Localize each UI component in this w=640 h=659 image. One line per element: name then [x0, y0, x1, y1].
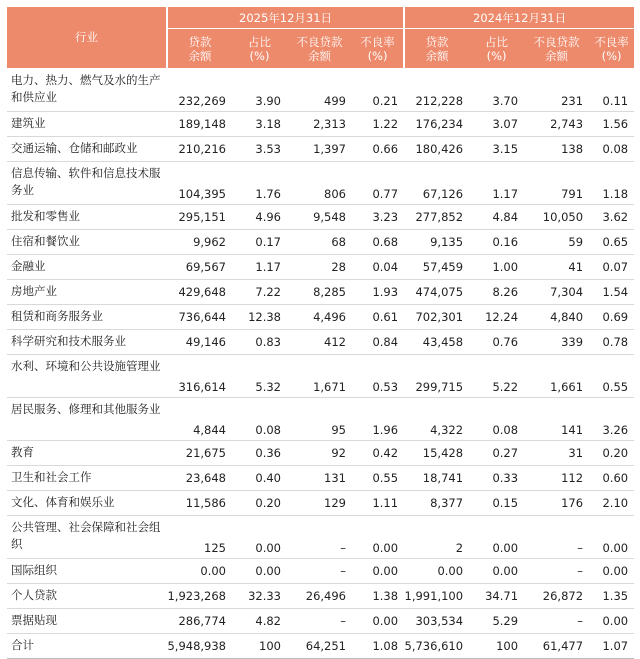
value-cell: 0.00 [352, 558, 404, 583]
value-cell: – [287, 608, 352, 633]
value-cell: 0.08 [589, 136, 634, 161]
period-2025-header: 2025年12月31日 [167, 7, 404, 29]
industry-name: 信息传输、软件和信息技术服务业 [7, 161, 167, 204]
value-cell: 0.40 [232, 465, 287, 490]
value-cell: 0.53 [352, 354, 404, 397]
industry-name: 建筑业 [7, 111, 167, 136]
value-cell: 474,075 [404, 279, 469, 304]
value-cell: 4,322 [404, 397, 469, 440]
industry-name: 卫生和社会工作 [7, 465, 167, 490]
value-cell: 23,648 [167, 465, 232, 490]
value-cell: 138 [524, 136, 589, 161]
value-cell: – [287, 515, 352, 558]
value-cell: 0.00 [589, 558, 634, 583]
value-cell: 68 [287, 229, 352, 254]
industry-name: 住宿和餐饮业 [7, 229, 167, 254]
value-cell: 0.61 [352, 304, 404, 329]
value-cell: 0.00 [167, 558, 232, 583]
value-cell: 232,269 [167, 68, 232, 111]
value-cell: 0.00 [404, 558, 469, 583]
value-cell: 0.00 [352, 515, 404, 558]
value-cell: 4.82 [232, 608, 287, 633]
value-cell: 0.00 [352, 608, 404, 633]
value-cell: – [524, 608, 589, 633]
industry-name: 票据贴现 [7, 608, 167, 633]
value-cell: 64,251 [287, 633, 352, 658]
value-cell: – [524, 558, 589, 583]
value-cell: 2 [404, 515, 469, 558]
column-header-line2: (%) [486, 48, 507, 63]
value-cell: 2,743 [524, 111, 589, 136]
value-cell: 8,285 [287, 279, 352, 304]
value-cell: 1.56 [589, 111, 634, 136]
table-body [7, 68, 634, 658]
value-cell: – [524, 515, 589, 558]
value-cell: 7,304 [524, 279, 589, 304]
value-cell: 3.26 [589, 397, 634, 440]
value-cell: 112 [524, 465, 589, 490]
table-row [7, 397, 634, 440]
value-cell: 0.20 [232, 490, 287, 515]
value-cell: 1.17 [232, 254, 287, 279]
value-cell: 0.76 [469, 329, 524, 354]
column-header-line1: 占比 [248, 34, 271, 49]
column-header [524, 29, 589, 69]
column-header-line1: 贷款 [188, 34, 212, 49]
value-cell: 32.33 [232, 583, 287, 608]
value-cell: 9,962 [167, 229, 232, 254]
value-cell: 15,428 [404, 440, 469, 465]
table-row [7, 161, 634, 204]
table-row [7, 583, 634, 608]
value-cell: 100 [232, 633, 287, 658]
value-cell: 1,991,100 [404, 583, 469, 608]
value-cell: 4,844 [167, 397, 232, 440]
value-cell: 18,741 [404, 465, 469, 490]
value-cell: 7.22 [232, 279, 287, 304]
column-header-line2: 余额 [545, 48, 569, 63]
value-cell: 1.07 [589, 633, 634, 658]
value-cell: 5,736,610 [404, 633, 469, 658]
value-cell: 0.78 [589, 329, 634, 354]
column-header-line2: (%) [367, 48, 388, 63]
value-cell: 0.65 [589, 229, 634, 254]
value-cell: 57,459 [404, 254, 469, 279]
value-cell: 49,146 [167, 329, 232, 354]
value-cell: 43,458 [404, 329, 469, 354]
industry-name: 租赁和商务服务业 [7, 304, 167, 329]
value-cell: 2.10 [589, 490, 634, 515]
table-row [7, 136, 634, 161]
value-cell: 26,496 [287, 583, 352, 608]
value-cell: 1.93 [352, 279, 404, 304]
table-row [7, 633, 634, 658]
column-header-line1: 贷款 [425, 34, 449, 49]
value-cell: 2,313 [287, 111, 352, 136]
column-header [287, 29, 352, 69]
value-cell: 5.22 [469, 354, 524, 397]
industry-name: 文化、体育和娱乐业 [7, 490, 167, 515]
value-cell: 59 [524, 229, 589, 254]
value-cell: 286,774 [167, 608, 232, 633]
industry-name: 居民服务、修理和其他服务业 [7, 397, 167, 440]
value-cell: 0.00 [469, 558, 524, 583]
value-cell: 0.17 [232, 229, 287, 254]
value-cell: 702,301 [404, 304, 469, 329]
value-cell: 4,840 [524, 304, 589, 329]
table-row [7, 465, 634, 490]
column-header [589, 29, 634, 69]
value-cell: 0.00 [589, 515, 634, 558]
value-cell: 34.71 [469, 583, 524, 608]
table-row [7, 558, 634, 583]
value-cell: 8,377 [404, 490, 469, 515]
value-cell: 0.68 [352, 229, 404, 254]
value-cell: 3.90 [232, 68, 287, 111]
value-cell: 12.24 [469, 304, 524, 329]
table-row [7, 515, 634, 558]
value-cell: 791 [524, 161, 589, 204]
value-cell: 0.16 [469, 229, 524, 254]
value-cell: 5.32 [232, 354, 287, 397]
value-cell: 0.07 [589, 254, 634, 279]
value-cell: 0.04 [352, 254, 404, 279]
value-cell: 3.62 [589, 204, 634, 229]
period-2024-header: 2024年12月31日 [404, 7, 634, 29]
value-cell: 231 [524, 68, 589, 111]
table-row [7, 279, 634, 304]
column-header-line2: (%) [601, 48, 622, 63]
value-cell: 0.00 [232, 558, 287, 583]
value-cell: 0.66 [352, 136, 404, 161]
value-cell: 1.00 [469, 254, 524, 279]
value-cell: 189,148 [167, 111, 232, 136]
value-cell: 129 [287, 490, 352, 515]
value-cell: 0.77 [352, 161, 404, 204]
industry-name: 水利、环境和公共设施管理业 [7, 354, 167, 397]
value-cell: 0.55 [589, 354, 634, 397]
industry-name: 交通运输、仓储和邮政业 [7, 136, 167, 161]
column-header-line2: 余额 [425, 48, 449, 63]
value-cell: 141 [524, 397, 589, 440]
value-cell: 104,395 [167, 161, 232, 204]
value-cell: 3.18 [232, 111, 287, 136]
value-cell: 100 [469, 633, 524, 658]
value-cell: 1.96 [352, 397, 404, 440]
value-cell: 3.70 [469, 68, 524, 111]
value-cell: 1.08 [352, 633, 404, 658]
value-cell: 0.42 [352, 440, 404, 465]
industry-name: 公共管理、社会保障和社会组织 [7, 515, 167, 558]
value-cell: 10,050 [524, 204, 589, 229]
table-row [7, 204, 634, 229]
value-cell: 303,534 [404, 608, 469, 633]
value-cell: 9,548 [287, 204, 352, 229]
value-cell: 3.07 [469, 111, 524, 136]
column-header-line1: 不良率 [594, 34, 629, 49]
table-row [7, 229, 634, 254]
value-cell: 0.00 [232, 515, 287, 558]
value-cell: 0.20 [589, 440, 634, 465]
value-cell: 212,228 [404, 68, 469, 111]
industry-name: 房地产业 [7, 279, 167, 304]
table-row [7, 68, 634, 111]
value-cell: 0.21 [352, 68, 404, 111]
value-cell: 92 [287, 440, 352, 465]
value-cell: 277,852 [404, 204, 469, 229]
value-cell: 31 [524, 440, 589, 465]
value-cell: 0.08 [469, 397, 524, 440]
value-cell: 67,126 [404, 161, 469, 204]
value-cell: 1,397 [287, 136, 352, 161]
value-cell: 295,151 [167, 204, 232, 229]
column-header [352, 29, 404, 69]
value-cell: 0.69 [589, 304, 634, 329]
value-cell: 1,661 [524, 354, 589, 397]
value-cell: 0.11 [589, 68, 634, 111]
industry-name: 合计 [7, 633, 167, 658]
value-cell: 5,948,938 [167, 633, 232, 658]
value-cell: 1.22 [352, 111, 404, 136]
industry-name: 批发和零售业 [7, 204, 167, 229]
table-row [7, 111, 634, 136]
column-header [167, 29, 232, 69]
value-cell: 4,496 [287, 304, 352, 329]
value-cell: 736,644 [167, 304, 232, 329]
value-cell: 5.29 [469, 608, 524, 633]
industry-name: 个人贷款 [7, 583, 167, 608]
value-cell: 1.76 [232, 161, 287, 204]
industry-header: 行业 [7, 7, 167, 68]
value-cell: 69,567 [167, 254, 232, 279]
industry-name: 教育 [7, 440, 167, 465]
column-header-line1: 占比 [485, 34, 509, 49]
value-cell: 0.00 [469, 515, 524, 558]
value-cell: 61,477 [524, 633, 589, 658]
value-cell: 3.15 [469, 136, 524, 161]
table-row [7, 440, 634, 465]
industry-name: 金融业 [7, 254, 167, 279]
value-cell: 806 [287, 161, 352, 204]
column-header-line1: 不良贷款 [533, 34, 580, 49]
value-cell: 0.84 [352, 329, 404, 354]
table-row [7, 608, 634, 633]
column-header-line2: 余额 [188, 48, 212, 63]
table-row [7, 490, 634, 515]
value-cell: 0.83 [232, 329, 287, 354]
value-cell: 3.23 [352, 204, 404, 229]
value-cell: 412 [287, 329, 352, 354]
value-cell: 176,234 [404, 111, 469, 136]
value-cell: 131 [287, 465, 352, 490]
value-cell: 28 [287, 254, 352, 279]
value-cell: 429,648 [167, 279, 232, 304]
value-cell: 21,675 [167, 440, 232, 465]
value-cell: 4.84 [469, 204, 524, 229]
value-cell: 1.17 [469, 161, 524, 204]
column-header [404, 29, 469, 69]
value-cell: 125 [167, 515, 232, 558]
value-cell: 3.53 [232, 136, 287, 161]
value-cell: 1,671 [287, 354, 352, 397]
column-header-line2: (%) [249, 48, 270, 63]
value-cell: 0.00 [589, 608, 634, 633]
value-cell: 1.18 [589, 161, 634, 204]
column-header [232, 29, 287, 69]
table-row [7, 354, 634, 397]
value-cell: 1.11 [352, 490, 404, 515]
value-cell: 1,923,268 [167, 583, 232, 608]
value-cell: 180,426 [404, 136, 469, 161]
value-cell: 0.15 [469, 490, 524, 515]
loan-industry-table [7, 7, 634, 659]
value-cell: 11,586 [167, 490, 232, 515]
value-cell: 499 [287, 68, 352, 111]
table-row [7, 304, 634, 329]
value-cell: 1.54 [589, 279, 634, 304]
value-cell: 210,216 [167, 136, 232, 161]
value-cell: 0.08 [232, 397, 287, 440]
value-cell: 9,135 [404, 229, 469, 254]
industry-name: 电力、热力、燃气及水的生产和供应业 [7, 68, 167, 111]
industry-name: 国际组织 [7, 558, 167, 583]
industry-name: 科学研究和技术服务业 [7, 329, 167, 354]
column-header-line1: 不良贷款 [296, 34, 343, 49]
value-cell: 0.33 [469, 465, 524, 490]
value-cell: 8.26 [469, 279, 524, 304]
value-cell: 1.38 [352, 583, 404, 608]
value-cell: 0.27 [469, 440, 524, 465]
value-cell: 176 [524, 490, 589, 515]
table-row [7, 254, 634, 279]
value-cell: 0.36 [232, 440, 287, 465]
table-row [7, 329, 634, 354]
value-cell: 95 [287, 397, 352, 440]
value-cell: – [287, 558, 352, 583]
value-cell: 26,872 [524, 583, 589, 608]
value-cell: 0.60 [589, 465, 634, 490]
value-cell: 1.35 [589, 583, 634, 608]
value-cell: 12.38 [232, 304, 287, 329]
value-cell: 316,614 [167, 354, 232, 397]
value-cell: 0.55 [352, 465, 404, 490]
value-cell: 299,715 [404, 354, 469, 397]
column-header-line2: 余额 [308, 48, 331, 63]
column-header [469, 29, 524, 69]
column-header-line1: 不良率 [360, 34, 395, 49]
value-cell: 4.96 [232, 204, 287, 229]
value-cell: 339 [524, 329, 589, 354]
value-cell: 41 [524, 254, 589, 279]
